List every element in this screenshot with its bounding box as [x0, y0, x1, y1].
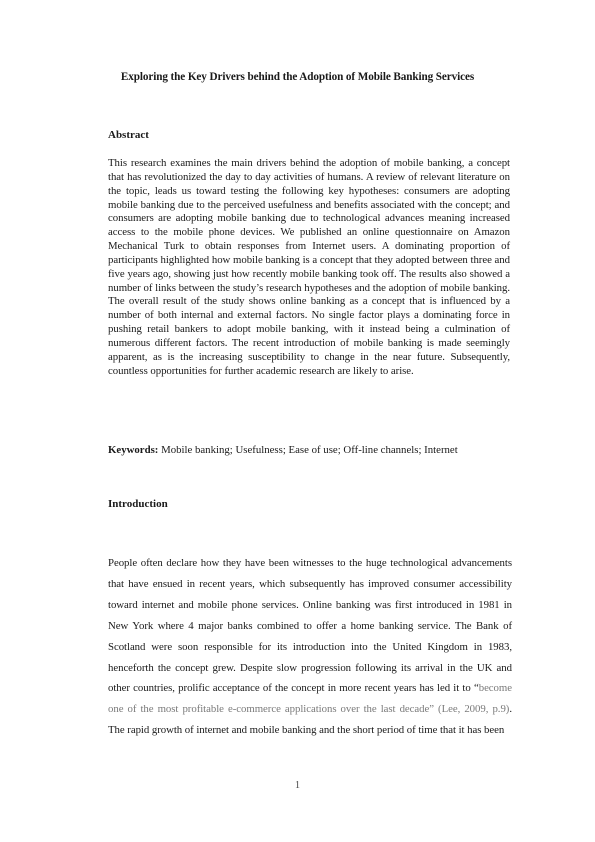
introduction-text-before-quote: People often declare how they have been witnesses to the huge technological advancements that have ensued in recent years, which subsequently has improved consumer accessibility toward internet and mobile phone services. Online banking was first introduced in 1981 in New York where 4 major banks combined to offer a home banking service. The Bank of Scotland were soon responsible for its introduction into the United Kingdom in 1983, henceforth the concept grew. Despite slow progression following its arrival in the UK and other countries, prolific acceptance of the concept in more recent years has led it to “	[108, 557, 512, 695]
page-number: 1	[295, 780, 300, 791]
abstract-body: This research examines the main drivers behind the adoption of mobile banking, a concept that has revolutionized the day to day activities of humans. A review of relevant literature on the topic, leads us toward testing the following key hypotheses: consumers are adopting mobile banking due to the perceived usefulness and benefits associated with the concept; and consumers are adopting mobile banking due to technological advances meaning increased access to the mobile phone devices. We published an online questionnaire on Amazon Mechanical Turk to obtain responses from Internet users. A dominating proportion of participants highlighted how mobile banking is a concept that they adopted between three and five years ago, showing just how recently mobile banking took off. The results also showed a number of links between the study’s research hypotheses and the adoption of mobile banking. The overall result of the study shows online banking as a concept that is influenced by a number of both internal and external factors. No single factor plays a dominating force in pushing retail bankers to adopt mobile banking, with it instead being a culmination of numerous different factors. The recent introduction of mobile banking is made seemingly apparent, as is the increasing susceptibility to change in the near future. Subsequently, countless opportunities for further academic research are likely to arise.	[108, 157, 510, 377]
abstract-heading: Abstract	[108, 129, 149, 141]
keywords-text: Mobile banking; Usefulness; Ease of use; Off-line channels; Internet	[158, 444, 458, 456]
keywords-line	[108, 443, 528, 457]
keywords-label: Keywords:	[108, 444, 159, 456]
paper-title: Exploring the Key Drivers behind the Adoption of Mobile Banking Services	[120, 71, 475, 83]
introduction-heading: Introduction	[108, 498, 168, 510]
introduction-quote: become one of the most profitable e-commerce applications over the last decade” (Lee, 2009, p.9)	[108, 682, 512, 716]
introduction-body	[108, 553, 512, 741]
introduction-text-after-quote: . The rapid growth of internet and mobile banking and the short period of time that it has been	[108, 703, 512, 737]
